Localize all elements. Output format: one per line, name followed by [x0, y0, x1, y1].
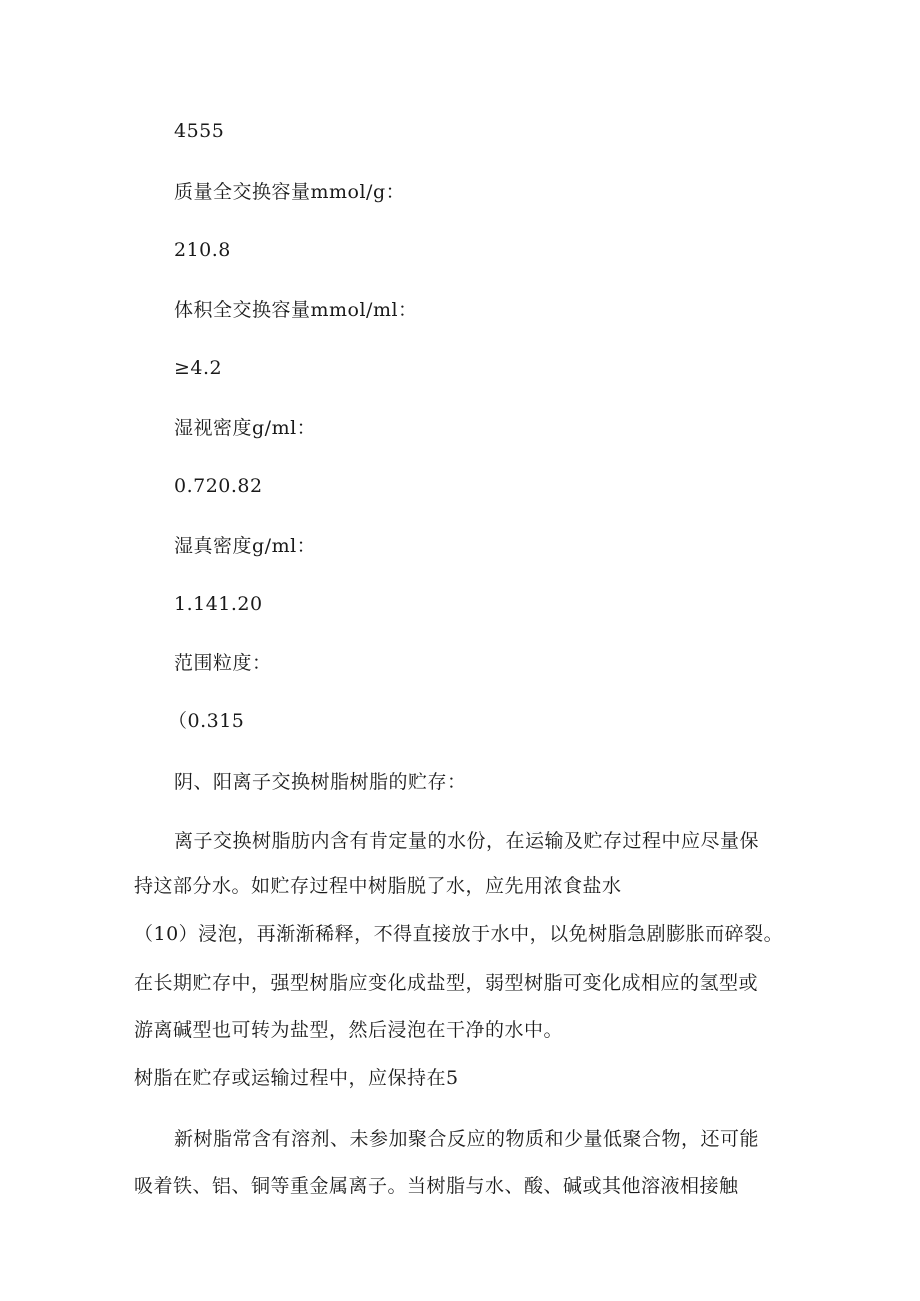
paragraph-line: 吸着铁、铝、铜等重金属离子。当树脂与水、酸、碱或其他溶液相接触: [134, 1175, 739, 1197]
paragraph-line: 在长期贮存中，强型树脂应变化成盐型，弱型树脂可变化成相应的氢型或: [134, 972, 759, 994]
value-volume-exchange-capacity: ≥4.2: [174, 357, 223, 379]
label-particle-size-range: 范围粒度：: [174, 652, 272, 674]
value-wet-apparent-density: 0.720.82: [174, 475, 263, 497]
label-wet-true-density: 湿真密度g/ml：: [174, 535, 317, 557]
paragraph-line: 游离碱型也可转为盐型，然后浸泡在干净的水中。: [134, 1019, 564, 1041]
section-heading-storage: 阴、阳离子交换树脂树脂的贮存：: [174, 771, 467, 793]
paragraph-line: 新树脂常含有溶剂、未参加聚合反应的物质和少量低聚合物，还可能: [174, 1128, 760, 1150]
value-wet-true-density: 1.141.20: [174, 593, 263, 615]
label-volume-exchange-capacity: 体积全交换容量mmol/ml：: [174, 299, 418, 321]
value-4555: 4555: [174, 120, 225, 142]
label-mass-exchange-capacity: 质量全交换容量mmol/g：: [174, 181, 406, 203]
paragraph-line: 持这部分水。如贮存过程中树脂脱了水，应先用浓食盐水: [134, 875, 622, 897]
paragraph-line: （10）浸泡，再渐渐稀释，不得直接放于水中，以免树脂急剧膨胀而碎裂。: [134, 923, 784, 945]
value-mass-exchange-capacity: 210.8: [174, 239, 231, 261]
paragraph-line: 离子交换树脂肪内含有肯定量的水份，在运输及贮存过程中应尽量保: [174, 830, 760, 852]
value-particle-size-range: （0.315: [168, 710, 245, 732]
paragraph-line: 树脂在贮存或运输过程中，应保持在5: [134, 1067, 459, 1089]
label-wet-apparent-density: 湿视密度g/ml：: [174, 417, 317, 439]
